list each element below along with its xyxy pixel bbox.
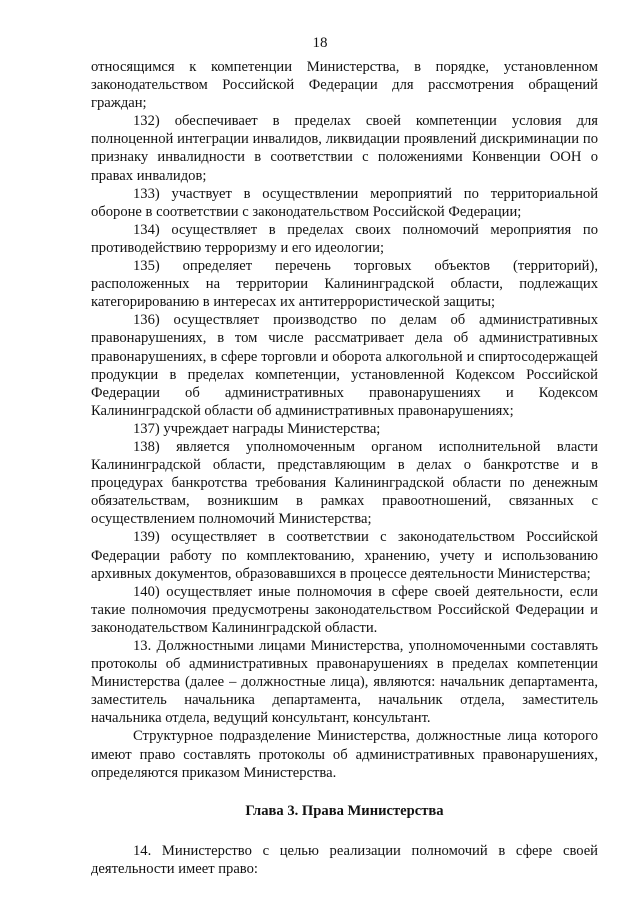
paragraph: 140) осуществляет иные полномочия в сфере своей деятельности, если такие полномочия предусмотрены законодательством Российской Федерации и законодательством Калининградской области.: [91, 583, 598, 636]
chapter-heading: Глава 3. Права Министерства: [245, 802, 444, 819]
paragraphs-bottom: [91, 842, 598, 878]
paragraph: 136) осуществляет производство по делам об административных правонарушениях, в том числе рассматривает дела об административных правонарушениях, в сфере торговли и оборота алкогольной и спиртосодержащей продукции в пределах компетенции, установленной Кодексом Российской Федерации об административных правонарушениях и Кодексом Калининградской области об административных правонарушениях;: [91, 312, 598, 419]
paragraph: 139) осуществляет в соответствии с законодательством Российской Федерации работу по комплектованию, хранению, учету и использованию архивных документов, образовавшихся в процессе деятельности Министерства;: [91, 529, 598, 582]
document-body: [91, 58, 598, 878]
paragraph: Структурное подразделение Министерства, должностные лица которого имеют право составлять протоколы об административных правонарушениях, определяются приказом Министерства.: [91, 728, 598, 781]
paragraph: 132) обеспечивает в пределах своей компетенции условия для полноценной интеграции инвалидов, ликвидации проявлений дискриминации по признаку инвалидности в соответствии с положениями Конвенции ООН о правах инвалидов;: [91, 113, 598, 184]
paragraph: 13. Должностными лицами Министерства, уполномоченными составлять протоколы об административных правонарушениях в пределах компетенции Министерства (далее – должностные лица), являются: начальник департамента, заместитель начальника департамента, начальник отдела, заместитель начальника отдела, ведущий консультант, консультант.: [91, 638, 598, 727]
paragraph: 138) является уполномоченным органом исполнительной власти Калининградской области, представляющим в делах о банкротстве и в процедурах банкротства требования Калининградской области по денежным обязательствам, возникшим в рамках правоотношений, связанных с осуществлением полномочий Министерства;: [91, 438, 598, 528]
paragraph: относящимся к компетенции Министерства, в порядке, установленном законодательством Российской Федерации для рассмотрения обращений граждан;: [91, 59, 598, 112]
page-number: 18: [312, 35, 328, 51]
paragraph: 135) определяет перечень торговых объектов (территорий), расположенных на территории Калининградской области, подлежащих категорированию в интересах их антитеррористической защиты;: [91, 258, 598, 311]
paragraph: 137) учреждает награды Министерства;: [133, 420, 381, 437]
paragraph: 133) участвует в осуществлении мероприятий по территориальной обороне в соответствии с законодательством Российской Федерации;: [91, 185, 598, 220]
paragraph: 134) осуществляет в пределах своих полномочий мероприятия по противодействию терроризму и его идеологии;: [91, 221, 598, 256]
paragraphs-top: [91, 58, 598, 782]
paragraph: 14. Министерство с целью реализации полномочий в сфере своей деятельности имеет право:: [91, 842, 598, 877]
